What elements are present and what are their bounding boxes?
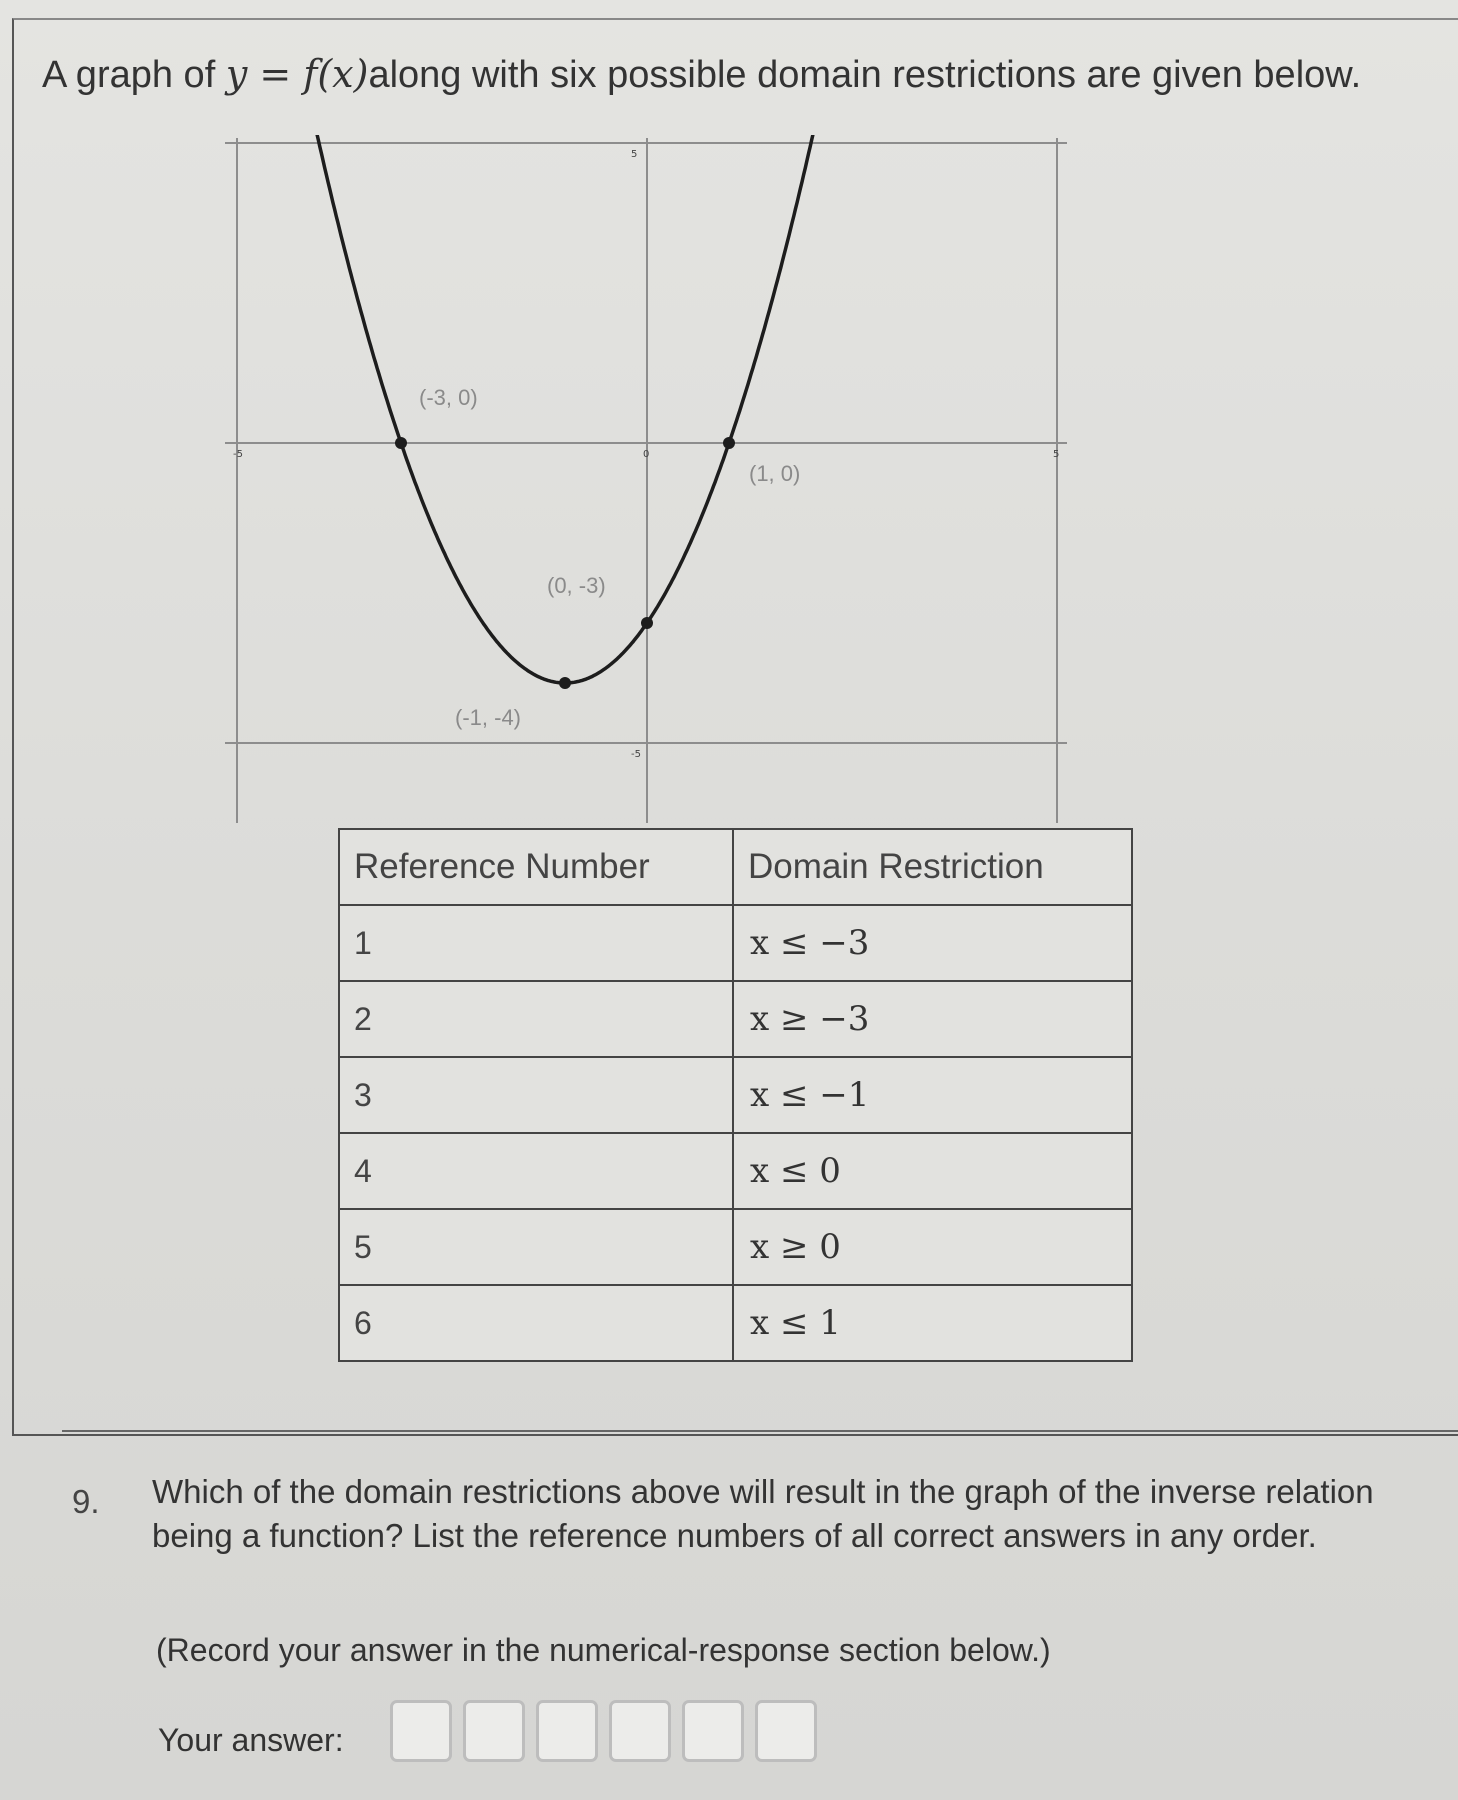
point-label: (-1, -4) xyxy=(455,705,521,730)
intro-prefix: A graph of xyxy=(42,54,216,96)
graph-svg xyxy=(225,135,1205,825)
table-row xyxy=(339,1285,1132,1361)
ref-cell: 5 xyxy=(339,1209,733,1285)
x-tick-label: 5 xyxy=(1053,449,1060,460)
table-header-row xyxy=(339,829,1132,905)
restriction-cell: x ≤ 1 xyxy=(733,1285,1132,1361)
y-tick-label: -5 xyxy=(631,749,641,760)
key-point xyxy=(395,437,407,449)
point-label: (1, 0) xyxy=(749,461,801,486)
question-text: Which of the domain restrictions above will result in the graph of the inverse relation being a function? List the reference numbers of all correct answers in any order. xyxy=(152,1473,1374,1554)
answer-box-6[interactable] xyxy=(755,1700,817,1762)
x-tick-label: 0 xyxy=(643,449,650,460)
domain-table xyxy=(338,828,1133,1362)
restriction-cell: x ≤ −3 xyxy=(733,905,1132,981)
intro-text xyxy=(42,52,1361,97)
answer-box-3[interactable] xyxy=(536,1700,598,1762)
ref-cell: 6 xyxy=(339,1285,733,1361)
header-reference-number: Reference Number xyxy=(339,829,733,905)
intro-math: y = f(x) xyxy=(225,52,369,96)
table-row xyxy=(339,1057,1132,1133)
restriction-cell: x ≥ 0 xyxy=(733,1209,1132,1285)
key-point xyxy=(641,617,653,629)
header-domain-restriction: Domain Restriction xyxy=(733,829,1132,905)
answer-box-1[interactable] xyxy=(390,1700,452,1762)
parabola-graph xyxy=(225,135,1205,825)
answer-label: Your answer: xyxy=(158,1722,344,1758)
section-divider xyxy=(62,1430,1458,1432)
answer-box-2[interactable] xyxy=(463,1700,525,1762)
point-label: (0, -3) xyxy=(547,573,606,598)
ref-cell: 4 xyxy=(339,1133,733,1209)
restriction-cell: x ≥ −3 xyxy=(733,981,1132,1057)
table-row xyxy=(339,905,1132,981)
table-row xyxy=(339,1209,1132,1285)
ref-cell: 1 xyxy=(339,905,733,981)
answer-box-4[interactable] xyxy=(609,1700,671,1762)
question-number: 9. xyxy=(72,1483,100,1520)
table-row xyxy=(339,981,1132,1057)
ref-cell: 2 xyxy=(339,981,733,1057)
y-tick-label: 5 xyxy=(631,149,638,160)
intro-suffix: along with six possible domain restrictions are given below. xyxy=(368,54,1362,96)
point-label: (-3, 0) xyxy=(419,385,478,410)
x-tick-label: -5 xyxy=(233,449,243,460)
answer-box-5[interactable] xyxy=(682,1700,744,1762)
key-point xyxy=(723,437,735,449)
key-point xyxy=(559,677,571,689)
numerical-response-boxes xyxy=(390,1700,817,1762)
restriction-cell: x ≤ 0 xyxy=(733,1133,1132,1209)
parabola-curve xyxy=(317,135,814,683)
restriction-cell: x ≤ −1 xyxy=(733,1057,1132,1133)
table-row xyxy=(339,1133,1132,1209)
ref-cell: 3 xyxy=(339,1057,733,1133)
question-note: (Record your answer in the numerical-response section below.) xyxy=(156,1632,1051,1668)
